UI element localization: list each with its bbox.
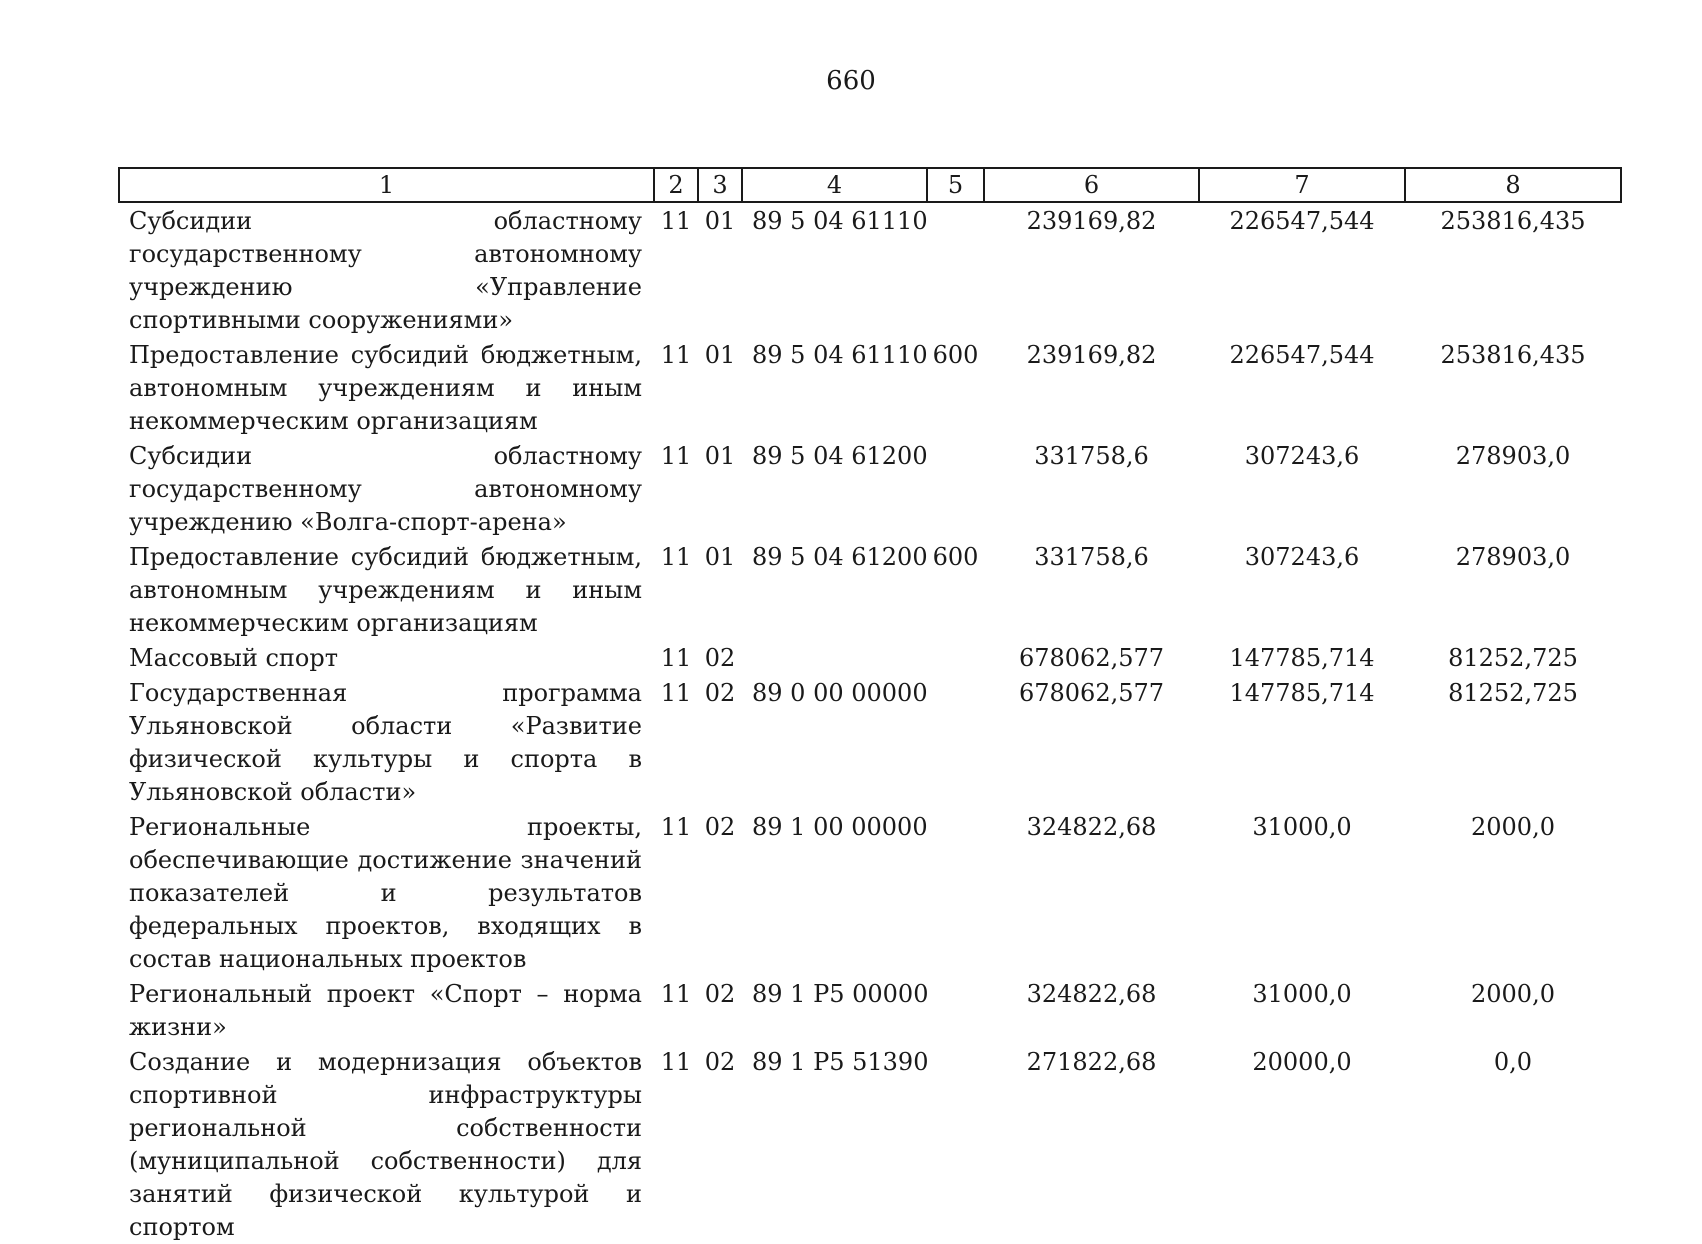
row-amount-col8: 278903,0 xyxy=(1455,543,1571,571)
table-row xyxy=(119,438,1621,539)
row-section: 11 xyxy=(660,980,692,1008)
row-amount-col6: 271822,68 xyxy=(1026,1048,1157,1076)
header-row xyxy=(119,168,1621,202)
row-amount-col8: 253816,435 xyxy=(1440,207,1586,235)
row-amount-col6: 239169,82 xyxy=(1026,341,1157,369)
column-header: 7 xyxy=(1199,168,1405,202)
row-subsection: 02 xyxy=(704,980,736,1008)
row-name: Субсидии областному государственному автономному учреждению «Управление спортивными сооружениями» xyxy=(129,207,642,334)
row-target-code: 89 5 04 61110 xyxy=(752,207,928,235)
row-target-code: 89 5 04 61110 xyxy=(752,341,928,369)
column-header: 8 xyxy=(1405,168,1621,202)
row-name: Предоставление субсидий бюджетным, автономным учреждениям и иным некоммерческим организациям xyxy=(129,543,642,637)
row-section: 11 xyxy=(660,813,692,841)
row-target-code: 89 1 Р5 00000 xyxy=(752,980,929,1008)
row-amount-col6: 331758,6 xyxy=(1034,442,1149,470)
row-target-code: 89 1 00 00000 xyxy=(752,813,928,841)
row-amount-col8: 2000,0 xyxy=(1471,813,1555,841)
row-subsection: 01 xyxy=(704,543,736,571)
row-subsection: 01 xyxy=(704,341,736,369)
row-subsection: 01 xyxy=(704,442,736,470)
row-target-code: 89 5 04 61200 xyxy=(752,543,928,571)
row-name: Создание и модернизация объектов спортивной инфраструктуры региональной собственности (муниципальной собственности) для занятий физической культурой и спортом xyxy=(129,1048,642,1241)
row-target-code: 89 0 00 00000 xyxy=(752,679,928,707)
row-amount-col7: 147785,714 xyxy=(1229,679,1375,707)
row-amount-col8: 278903,0 xyxy=(1455,442,1571,470)
row-target-code: 89 5 04 61200 xyxy=(752,442,928,470)
row-expense-type xyxy=(927,1044,984,1244)
row-name: Региональные проекты, обеспечивающие достижение значений показателей и результатов федеральных проектов, входящих в состав национальных проектов xyxy=(129,813,642,973)
row-section: 11 xyxy=(660,543,692,571)
row-section: 11 xyxy=(660,442,692,470)
row-amount-col8: 2000,0 xyxy=(1471,980,1555,1008)
row-expense-type xyxy=(927,640,984,675)
row-amount-col7: 307243,6 xyxy=(1244,442,1360,470)
row-expense-type: 600 xyxy=(932,341,979,369)
row-amount-col7: 20000,0 xyxy=(1252,1048,1352,1076)
row-name: Субсидии областному государственному автономному учреждению «Волга-спорт-арена» xyxy=(129,442,642,536)
column-header: 1 xyxy=(119,168,654,202)
row-subsection: 02 xyxy=(704,644,736,672)
row-expense-type xyxy=(927,438,984,539)
table-row xyxy=(119,539,1621,640)
table-row xyxy=(119,337,1621,438)
row-amount-col8: 253816,435 xyxy=(1440,341,1586,369)
column-header: 4 xyxy=(742,168,927,202)
row-expense-type: 600 xyxy=(932,543,979,571)
row-amount-col6: 324822,68 xyxy=(1026,813,1157,841)
row-section: 11 xyxy=(660,644,692,672)
row-name: Предоставление субсидий бюджетным, автономным учреждениям и иным некоммерческим организациям xyxy=(129,341,642,435)
row-section: 11 xyxy=(660,341,692,369)
table-row xyxy=(119,675,1621,809)
row-section: 11 xyxy=(660,1048,692,1076)
row-amount-col6: 324822,68 xyxy=(1026,980,1157,1008)
column-header: 5 xyxy=(927,168,984,202)
table-row xyxy=(119,809,1621,976)
budget-table xyxy=(118,167,1622,1244)
table-row xyxy=(119,976,1621,1044)
page-number: 660 xyxy=(826,66,876,96)
row-amount-col6: 239169,82 xyxy=(1026,207,1157,235)
row-subsection: 02 xyxy=(704,813,736,841)
row-subsection: 02 xyxy=(704,679,736,707)
row-amount-col7: 31000,0 xyxy=(1252,980,1352,1008)
column-header: 3 xyxy=(698,168,742,202)
row-name: Региональный проект «Спорт – норма жизни» xyxy=(129,980,642,1041)
row-amount-col8: 81252,725 xyxy=(1448,644,1578,672)
row-section: 11 xyxy=(660,207,692,235)
row-target-code xyxy=(742,640,927,675)
row-expense-type xyxy=(927,809,984,976)
row-section: 11 xyxy=(660,679,692,707)
row-amount-col8: 81252,725 xyxy=(1448,679,1578,707)
row-amount-col7: 307243,6 xyxy=(1244,543,1360,571)
row-expense-type xyxy=(927,675,984,809)
row-amount-col7: 226547,544 xyxy=(1229,341,1375,369)
column-header: 2 xyxy=(654,168,698,202)
row-subsection: 01 xyxy=(704,207,736,235)
row-expense-type xyxy=(927,976,984,1044)
row-amount-col6: 331758,6 xyxy=(1034,543,1149,571)
table-row xyxy=(119,1044,1621,1244)
table-body xyxy=(119,202,1621,1244)
row-amount-col7: 147785,714 xyxy=(1229,644,1375,672)
table-row xyxy=(119,640,1621,675)
table-row xyxy=(119,202,1621,337)
column-header: 6 xyxy=(984,168,1199,202)
row-amount-col7: 31000,0 xyxy=(1252,813,1352,841)
row-name: Массовый спорт xyxy=(129,644,338,672)
row-target-code: 89 1 Р5 51390 xyxy=(752,1048,929,1076)
row-name: Государственная программа Ульяновской области «Развитие физической культуры и спорта в Ульяновской области» xyxy=(129,679,642,806)
row-amount-col6: 678062,577 xyxy=(1018,679,1165,707)
row-amount-col8: 0,0 xyxy=(1493,1048,1533,1076)
row-amount-col7: 226547,544 xyxy=(1229,207,1375,235)
row-amount-col6: 678062,577 xyxy=(1018,644,1165,672)
row-expense-type xyxy=(927,202,984,337)
row-subsection: 02 xyxy=(704,1048,736,1076)
